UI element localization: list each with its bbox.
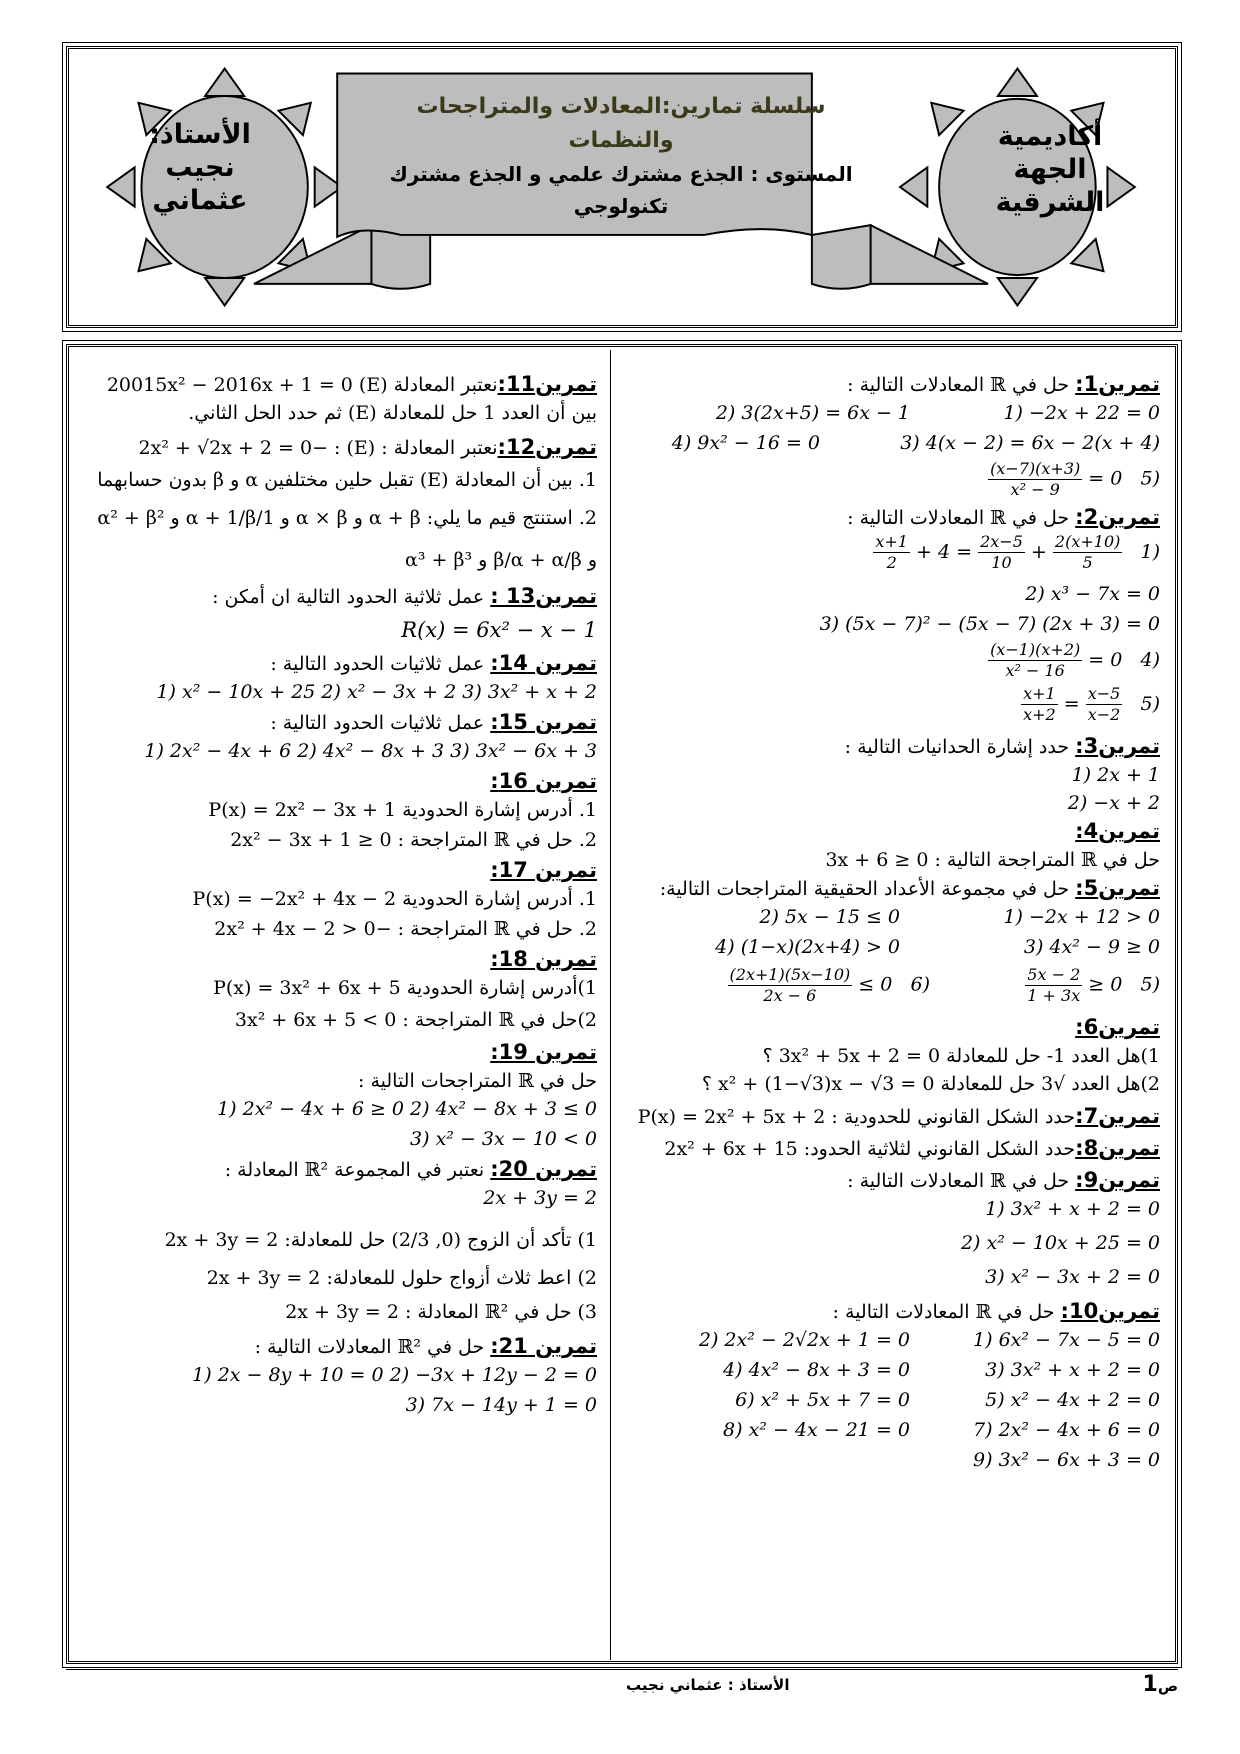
ex20-l3: 3) حل في ℝ² المعادلة : 2x + 3y = 2 — [285, 1301, 597, 1323]
ex10-text: حل في ℝ المعادلات التالية : — [832, 1301, 1055, 1323]
ex10-eq2: 2) 2x² − 2√2x + 1 = 0 — [698, 1329, 910, 1351]
ex3-title: تمرين3: — [1075, 734, 1160, 758]
ex5-eq6-den: 2x − 6 — [763, 986, 817, 1005]
ex15-l1: 1) 2x² − 4x + 6 2) 4x² − 8x + 3 3) 3x² − 6x + 3 — [144, 740, 597, 762]
ex3-eq1: 1) 2x + 1 — [1071, 764, 1160, 786]
ex5-eq6-num: (2x+1)(5x−10) — [729, 965, 851, 984]
ex6-title: تمرين6: — [1075, 1015, 1160, 1039]
ex2-eq1-m1: + 4 = — [916, 540, 973, 563]
ex21-l1: 1) 2x − 8y + 10 = 0 2) −3x + 12y − 2 = 0 — [192, 1364, 597, 1386]
ex14-l1: 1) x² − 10x + 25 2) x² − 3x + 2 3) 3x² + x + 2 — [156, 681, 597, 703]
ex12-text: نعتبر المعادلة : (E) : −2x² + √2x + 2 = 0 — [138, 437, 498, 459]
ex5-eq3: 3) 4x² − 9 ≥ 0 — [1023, 936, 1160, 958]
teacher-name-2: عثماني — [152, 185, 248, 216]
ex16-l1: 1. أدرس إشارة الحدودية P(x) = 2x² − 3x + 1 — [208, 799, 597, 821]
ex1-eq5-num: (x−7)(x+3) — [990, 459, 1081, 478]
ex17-l2: 2. حل في ℝ المتراجحة : −2x² + 4x − 2 > 0 — [214, 918, 597, 940]
ex8-title: تمرين8: — [1075, 1136, 1160, 1160]
ex2-eq5 — [1021, 684, 1160, 724]
ex13-l1: R(x) = 6x² − x − 1 — [401, 618, 597, 642]
ex10-eq8: 8) x² − 4x − 21 = 0 — [723, 1419, 910, 1441]
ex19-text: حل في ℝ المتراجحات التالية : — [358, 1070, 597, 1092]
ex2-eq2: 2) x³ − 7x = 0 — [1025, 583, 1160, 605]
ex3-text: حدد إشارة الحدانيات التالية : — [844, 736, 1070, 758]
ex2-eq1 — [873, 532, 1160, 572]
ex14-text: عمل ثلاثيات الحدود التالية : — [270, 653, 485, 675]
ex20-l1: 1) تأكد أن الزوج (0, 2/3) حل للمعادلة: 2x + 3y = 2 — [164, 1229, 597, 1251]
ex11-title: تمرين11: — [497, 372, 597, 396]
ex10-eq7: 7) 2x² − 4x + 6 = 0 — [973, 1419, 1160, 1441]
ex15-title: تمرين 15: — [490, 710, 597, 734]
ex5-eq1: 1) −2x + 12 > 0 — [1003, 906, 1160, 928]
ex20-l2: 2) اعط ثلاث أزواج حلول للمعادلة: 2x + 3y = 2 — [206, 1267, 597, 1289]
ex2-eq5-label: 5) — [1140, 692, 1160, 715]
ex2-eq5-d1: x+2 — [1023, 705, 1056, 724]
ex5-text: حل في مجموعة الأعداد الحقيقية المتراجحات التالية: — [659, 878, 1070, 900]
ex5-eq5-num: 5x − 2 — [1027, 965, 1081, 984]
ex1-title: تمرين1: — [1075, 372, 1160, 396]
ex2-eq5-eq: = — [1063, 692, 1080, 715]
ex2-eq1-m2: + — [1030, 540, 1047, 563]
ex2-eq4-num: (x−1)(x+2) — [990, 640, 1081, 659]
ex21-title: تمرين 21: — [490, 1334, 597, 1358]
ex12-title: تمرين12: — [497, 435, 597, 459]
ex5-eq6 — [728, 965, 930, 1006]
ex2-eq4 — [988, 640, 1160, 680]
ex2-eq3: 3) (5x − 7)² − (5x − 7) (2x + 3) = 0 — [819, 613, 1160, 635]
ex2-eq1-d2: 10 — [991, 553, 1012, 572]
ex9-eq3: 3) x² − 3x + 2 = 0 — [985, 1266, 1160, 1288]
ex12-l1: 1. بين أن المعادلة (E) تقبل حلين مختلفين α و β بدون حسابهما — [97, 469, 597, 491]
ex19-title: تمرين 19: — [490, 1040, 597, 1064]
ex6-l2: 2)هل العدد √3 حل للمعادلة x² + (1−√3)x − √3 = 0 ؟ — [701, 1073, 1160, 1095]
ex3-eq2: 2) −x + 2 — [1067, 792, 1160, 814]
ex17-l1: 1. أدرس إشارة الحدودية P(x) = −2x² + 4x − 2 — [192, 888, 597, 910]
ex2-eq4-den: x² − 16 — [1005, 661, 1065, 680]
ex5-eq2: 2) 5x − 15 ≤ 0 — [759, 906, 900, 928]
ex9-title: تمرين9: — [1075, 1168, 1160, 1192]
ex19-l1: 1) 2x² − 4x + 6 ≥ 0 2) 4x² − 8x + 3 ≤ 0 — [217, 1098, 597, 1120]
ex21-text: حل في ℝ² المعادلات التالية : — [254, 1336, 485, 1358]
ex16-title: تمرين 16: — [490, 769, 597, 793]
ex5-eq5-den: 1 + 3x — [1027, 986, 1081, 1005]
ex12-l3: و β/α + α/β و α³ + β³ — [405, 549, 597, 571]
footer-line — [66, 1669, 1178, 1670]
ex7-title: تمرين7: — [1075, 1104, 1160, 1128]
ex17-title: تمرين 17: — [490, 858, 597, 882]
level-text: المستوى : الجذع مشترك علمي و الجذع مشترك تكنولوجي — [389, 162, 853, 218]
page-number-value: 1 — [1142, 1672, 1158, 1697]
ex20-title: تمرين 20: — [490, 1157, 597, 1181]
ex2-eq1-n2: 2x−5 — [980, 532, 1023, 551]
ex2-eq1-d3: 5 — [1082, 553, 1093, 572]
ex1-eq2: 2) 3(2x+5) = 6x − 1 — [715, 402, 910, 424]
ex9-eq1: 1) 3x² + x + 2 = 0 — [985, 1198, 1160, 1220]
ex10-eq4: 4) 4x² − 8x + 3 = 0 — [723, 1359, 910, 1381]
ex10-eq5: 5) x² − 4x + 2 = 0 — [985, 1389, 1160, 1411]
academy-line-1: أكاديمية — [997, 121, 1103, 152]
ex12-l2: 2. استنتج قيم ما يلي: α + β و α × β و 1/α + 1/β و α² + β² — [97, 507, 597, 529]
ex13-title: تمرين13 : — [490, 584, 597, 608]
ex14-title: تمرين 14: — [490, 651, 597, 675]
ex5-eq5-label: 5) — [1140, 973, 1160, 996]
ex18-title: تمرين 18: — [490, 947, 597, 971]
footer-author: الأستاذ : عثماني نجيب — [626, 1676, 790, 1694]
ex2-eq5-d2: x−2 — [1087, 705, 1121, 724]
academy-line-3: الشرقية — [995, 187, 1105, 218]
ex2-eq1-n3: 2(x+10) — [1054, 532, 1121, 551]
ex10-eq6: 6) x² + 5x + 7 = 0 — [735, 1389, 910, 1411]
ex9-eq2: 2) x² − 10x + 25 = 0 — [960, 1232, 1160, 1254]
ex2-eq4-end: = 0 — [1088, 648, 1123, 671]
ex18-l1: 1)أدرس إشارة الحدودية P(x) = 3x² + 6x + 5 — [213, 977, 597, 999]
ex8-text: حدد الشكل القانوني لثلاثية الحدود: 2x² + 6x + 15 — [664, 1138, 1076, 1160]
ex5-eq5 — [1025, 965, 1160, 1006]
ex5-eq6-label: 6) — [910, 973, 930, 996]
ex6-l1: 1)هل العدد 1- حل للمعادلة 3x² + 5x + 2 = 0 ؟ — [762, 1045, 1160, 1067]
ex2-eq1-label: 1) — [1140, 540, 1160, 563]
ex11-l2: بين أن العدد 1 حل للمعادلة (E) ثم حدد الحل الثاني. — [188, 402, 597, 424]
ex10-eq1: 1) 6x² − 7x − 5 = 0 — [973, 1329, 1160, 1351]
banner-text — [376, 90, 866, 222]
ex10-eq9: 9) 3x² − 6x + 3 = 0 — [973, 1449, 1160, 1471]
ex2-text: حل في ℝ المعادلات التالية : — [847, 507, 1070, 529]
ex13-text: عمل ثلاثية الحدود التالية ان أمكن : — [212, 586, 485, 608]
ex1-eq3: 3) 4(x − 2) = 6x − 2(x + 4) — [900, 432, 1160, 454]
page-label: ص — [1157, 1677, 1178, 1695]
ex2-title: تمرين2: — [1075, 505, 1160, 529]
teacher-label — [110, 118, 290, 217]
academy-label — [970, 120, 1130, 219]
ex1-text: حل في ℝ المعادلات التالية : — [847, 374, 1070, 396]
teacher-name-1: نجيب — [165, 152, 235, 183]
series-title: سلسلة تمارين:المعادلات والمتراجحات والنظمات — [416, 94, 826, 153]
ex16-l2: 2. حل في ℝ المتراجحة : 2x² − 3x + 1 ≥ 0 — [230, 829, 597, 851]
ex18-l2: 2)حل في ℝ المتراجحة : 3x² + 6x + 5 < 0 — [234, 1009, 597, 1031]
ex2-eq5-n1: x+1 — [1023, 684, 1056, 703]
ex20-eq: 2x + 3y = 2 — [483, 1187, 597, 1209]
ex1-eq5-end: = 0 — [1088, 467, 1123, 490]
page-number — [1143, 1672, 1179, 1697]
ex11-text: نعتبر المعادلة (E) 20015x² − 2016x + 1 = 0 — [106, 374, 498, 396]
ex5-eq5-end: ≥ 0 — [1088, 973, 1123, 996]
ex2-eq5-n2: x−5 — [1087, 684, 1121, 703]
ex5-eq4: 4) (1−x)(2x+4) > 0 — [715, 936, 900, 958]
ex10-title: تمرين10: — [1060, 1299, 1160, 1323]
footer — [66, 1672, 1178, 1712]
ex1-eq1: 1) −2x + 22 = 0 — [1003, 402, 1160, 424]
ex5-title: تمرين5: — [1075, 876, 1160, 900]
ex4-title: تمرين4: — [1075, 819, 1160, 843]
ex1-eq4: 4) 9x² − 16 = 0 — [671, 432, 820, 454]
ex2-eq1-n1: x+1 — [875, 532, 908, 551]
ex20-text: نعتبر في المجموعة ℝ² المعادلة : — [224, 1159, 485, 1181]
left-column — [92, 370, 597, 1421]
ex1-eq5-label: 5) — [1140, 467, 1160, 490]
teacher-title: الأستاذ: — [149, 119, 251, 150]
ex15-text: عمل ثلاثيات الحدود التالية : — [270, 712, 485, 734]
ex1-eq5-lhs — [988, 459, 1160, 500]
ex1-eq5-den: x² − 9 — [1010, 480, 1060, 499]
academy-line-2: الجهة — [1013, 154, 1087, 185]
ex19-l2: 3) x² − 3x − 10 < 0 — [410, 1128, 597, 1150]
ex2-eq1-d1: 2 — [886, 553, 897, 572]
right-column — [630, 370, 1160, 1476]
ex10-eq3: 3) 3x² + x + 2 = 0 — [985, 1359, 1160, 1381]
ex5-eq6-end: ≤ 0 — [858, 973, 893, 996]
column-divider — [610, 350, 611, 1660]
ex9-text: حل في ℝ المعادلات التالية : — [847, 1170, 1070, 1192]
ex21-l2: 3) 7x − 14y + 1 = 0 — [405, 1394, 597, 1416]
ex7-text: حدد الشكل القانوني للحدودية : P(x) = 2x² + 5x + 2 — [637, 1106, 1076, 1128]
ex2-eq4-label: 4) — [1140, 648, 1160, 671]
ex4-text: حل في ℝ المتراجحة التالية : 3x + 6 ≥ 0 — [825, 849, 1160, 871]
